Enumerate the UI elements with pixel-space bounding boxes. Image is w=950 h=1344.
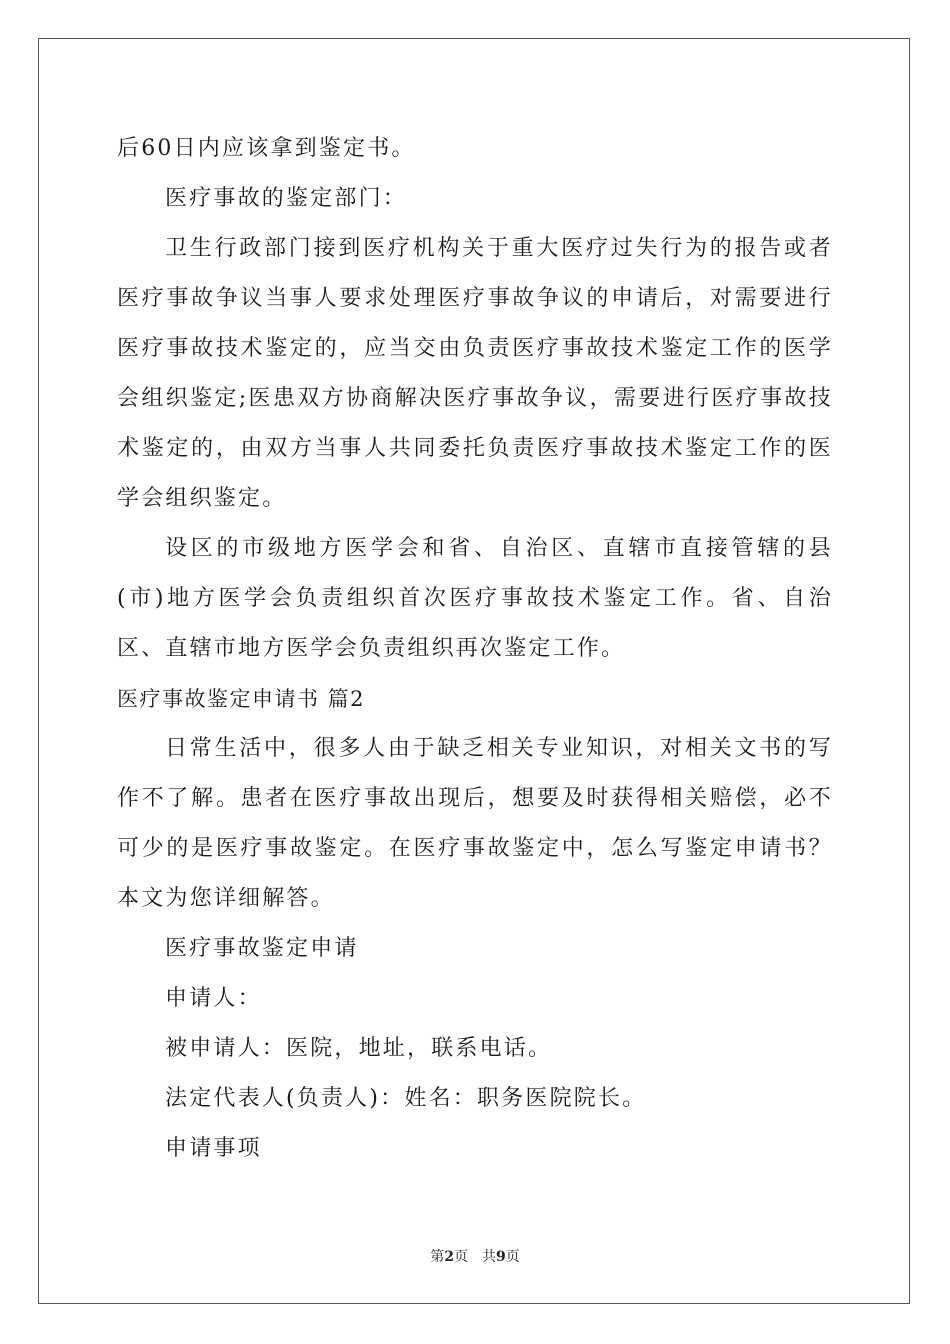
footer-prefix: 第	[430, 1249, 445, 1265]
paragraph: 后60日内应该拿到鉴定书。	[117, 136, 416, 161]
paragraph: 卫生行政部门接到医疗机构关于重大医疗过失行为的报告或者医疗事故争议当事人要求处理医疗事故争议的申请后，对需要进行医疗事故技术鉴定的，应当交由负责医疗事故技术鉴定工作的医学会组织鉴定;医患双方协商解决医疗事故争议，需要进行医疗事故技术鉴定的，由双方当事人共同委托负责医疗事故技术鉴定工作的医学会组织鉴定。	[117, 236, 833, 511]
document-body	[117, 124, 833, 1174]
paragraph: 医疗事故鉴定申请	[165, 936, 359, 961]
paragraph: 申请事项	[165, 1136, 262, 1161]
current-page-number: 2	[444, 1249, 454, 1265]
paragraph: 法定代表人(负责人)：姓名：职务医院院长。	[165, 1086, 647, 1111]
footer-suffix: 页	[505, 1249, 520, 1265]
page-footer	[0, 1246, 950, 1266]
paragraph: 日常生活中，很多人由于缺乏相关专业知识，对相关文书的写作不了解。患者在医疗事故出现后，想要及时获得相关赔偿，必不可少的是医疗事故鉴定。在医疗事故鉴定中，怎么写鉴定申请书？本文为您详细解答。	[117, 736, 833, 911]
footer-mid: 页 共	[454, 1249, 496, 1265]
section-heading: 医疗事故鉴定申请书 篇2	[117, 687, 366, 711]
paragraph: 医疗事故的鉴定部门：	[165, 186, 408, 211]
paragraph: 被申请人：医院，地址，联系电话。	[165, 1036, 553, 1061]
paragraph: 设区的市级地方医学会和省、自治区、直辖市直接管辖的县(市)地方医学会负责组织首次医疗事故技术鉴定工作。省、自治区、直辖市地方医学会负责组织再次鉴定工作。	[117, 536, 833, 661]
total-pages-number: 9	[496, 1249, 506, 1265]
paragraph: 申请人：	[165, 986, 262, 1011]
